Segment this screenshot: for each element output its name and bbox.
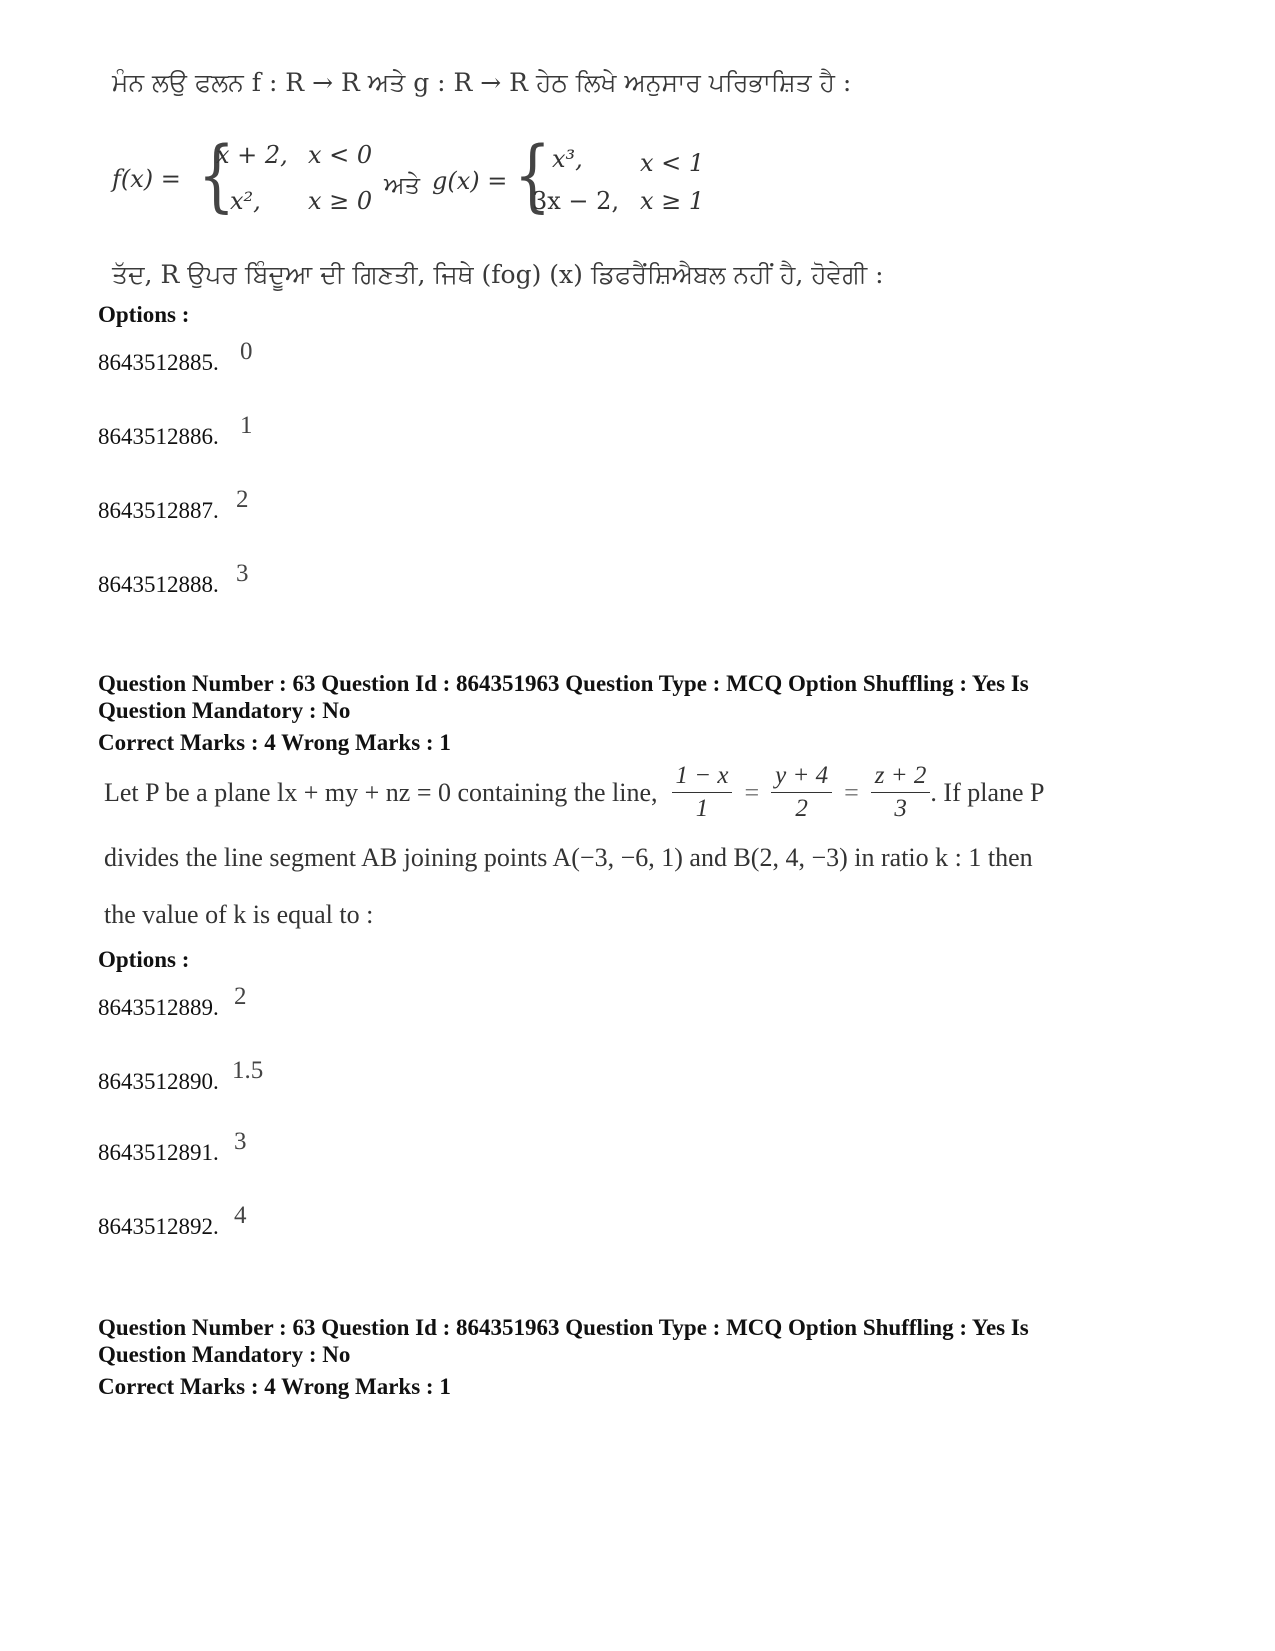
q63-options-label: Options : <box>98 947 190 972</box>
q63-stem-line3: the value of k is equal to : <box>104 900 374 929</box>
option-id: 8643512885. <box>98 350 219 375</box>
option-value: 3 <box>236 560 249 587</box>
q63-header <box>98 670 1029 756</box>
g-case1-expr: x³, <box>552 145 583 173</box>
q63-header-line2: Question Mandatory : No <box>98 698 351 723</box>
option-value: 3 <box>234 1128 247 1155</box>
q63b-header-line2: Question Mandatory : No <box>98 1342 351 1367</box>
option-id: 8643512888. <box>98 572 219 597</box>
f-case1-expr: x + 2, <box>216 141 288 169</box>
option-value: 1 <box>240 412 253 439</box>
option-id: 8643512892. <box>98 1214 219 1239</box>
eq-sign-2: = <box>844 777 859 807</box>
option-id: 8643512886. <box>98 424 219 449</box>
eq-sign-1: = <box>744 777 760 807</box>
f-case2-expr: x², <box>230 187 261 215</box>
option-value: 2 <box>234 983 247 1010</box>
q63-frac2 <box>771 762 832 823</box>
g-label: g(x) = <box>432 167 508 195</box>
q62-stem-line1: ਮੰਨ ਲਉ ਫਲਨ f : R → R ਅਤੇ g : R → R ਹੇਠ ਲਿਖੇ ਅਨੁਸਾਰ ਪਰਿਭਾਸ਼ਿਤ ਹੈ : <box>112 68 852 97</box>
q63-header-line1: Question Number : 63 Question Id : 864351963 Question Type : MCQ Option Shuffling : Yes Is <box>98 671 1029 696</box>
option-value: 2 <box>236 486 249 513</box>
g-case1-cond: x < 1 <box>640 149 705 177</box>
q63-stem-line2: divides the line segment AB joining points A(−3, −6, 1) and B(2, 4, −3) in ratio k : 1 then <box>104 843 1033 872</box>
option-value: 1.5 <box>232 1057 264 1084</box>
frac2-den: 2 <box>795 795 808 822</box>
q62-stem-line3: ਤੱਦ, R ਉਪਰ ਬਿੰਦੂਆ ਦੀ ਗਿਣਤੀ, ਜਿਥੇ (fog) (x) ਡਿਫਰੈਂਸ਼ਿਐਬਲ ਨਹੀਂ ਹੈ, ਹੋਵੇਗੀ : <box>112 260 884 289</box>
option-id: 8643512890. <box>98 1069 219 1094</box>
g-case2-cond: x ≥ 1 <box>640 187 705 215</box>
frac3-den: 3 <box>894 795 907 822</box>
g-case2-expr: 3x − 2, <box>532 187 620 215</box>
f-brace: { <box>198 129 235 221</box>
g-brace: { <box>514 129 551 221</box>
q63-frac1 <box>672 762 733 823</box>
f-case1-cond: x < 0 <box>308 141 373 169</box>
q63-stem-part2: . If plane P <box>930 777 1045 807</box>
option-id: 8643512887. <box>98 498 219 523</box>
frac2-num: y + 4 <box>771 762 832 793</box>
q62-options-label: Options : <box>98 302 190 327</box>
q63-stem-line1 <box>104 762 1045 823</box>
option-id: 8643512891. <box>98 1140 219 1165</box>
q63-stem-part1: Let P be a plane lx + my + nz = 0 containing the line, <box>104 777 658 807</box>
frac1-den: 1 <box>695 795 709 822</box>
q63-frac3 <box>871 762 931 823</box>
q63b-header-line3: Correct Marks : 4 Wrong Marks : 1 <box>98 1374 451 1399</box>
q63-header-line3: Correct Marks : 4 Wrong Marks : 1 <box>98 730 451 755</box>
option-value: 0 <box>240 338 253 365</box>
q63b-header-line1: Question Number : 63 Question Id : 864351963 Question Type : MCQ Option Shuffling : Yes Is <box>98 1315 1029 1340</box>
q62-function-definitions <box>112 129 732 225</box>
frac1-num: 1 − x <box>672 762 733 793</box>
option-id: 8643512889. <box>98 995 219 1020</box>
f-label: f(x) = <box>112 165 181 193</box>
frac3-num: z + 2 <box>871 762 931 793</box>
and-word: ਅਤੇ <box>384 171 420 199</box>
option-value: 4 <box>234 1202 247 1229</box>
q63b-header <box>98 1314 1029 1400</box>
f-case2-cond: x ≥ 0 <box>308 187 373 215</box>
